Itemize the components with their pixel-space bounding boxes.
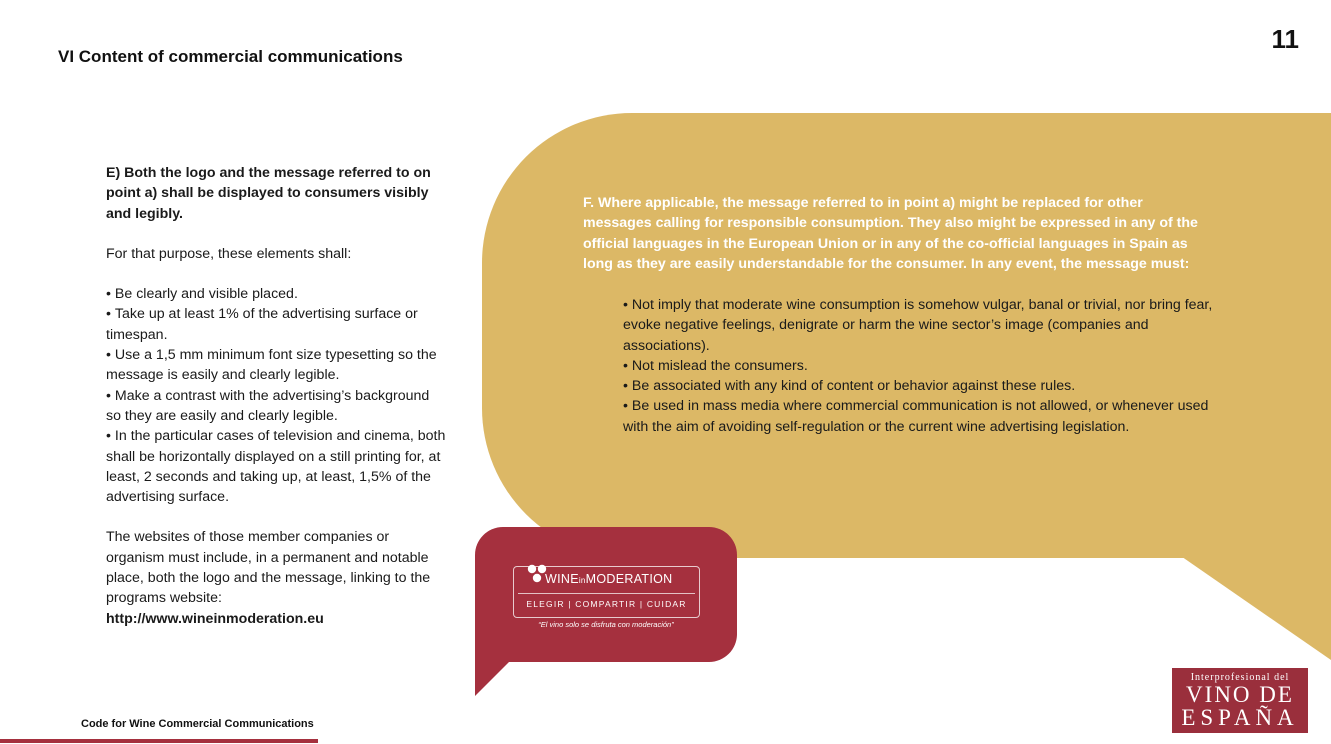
section-e-intro: For that purpose, these elements shall:: [106, 245, 352, 262]
list-item: • Not imply that moderate wine consumption is somehow vulgar, banal or trivial, nor bring fear, evoke negative feelings, denigrate or harm the wine sector’s image (companies and associations).: [623, 295, 1223, 356]
wine-in-moderation-logo: [513, 566, 700, 618]
section-e-bullet-list: [106, 284, 446, 507]
vino-de-espana-logo: [1172, 668, 1308, 733]
wim-logo-name: WINEinMODERATION: [545, 572, 673, 586]
vde-logo-line: VINO DE: [1186, 682, 1294, 707]
page-number: 11: [1271, 24, 1299, 54]
section-f-intro: F. Where applicable, the message referred to in point a) might be replaced for other messages calling for responsible consumption. They also might be expressed in any of the official languages in the European Union or in any of the co-official languages in Spain as long as they are easily understandable for the consumer. In any event, the message must:: [583, 195, 1198, 272]
list-item: • Be associated with any kind of content or behavior against these rules.: [623, 376, 1223, 396]
list-item: • Take up at least 1% of the advertising surface or timespan.: [106, 304, 446, 345]
list-item: • In the particular cases of television and cinema, both shall be horizontally displayed on a still printing for, at least, 2 seconds and taking up, at least, 1,5% of the advertising surface.: [106, 426, 446, 507]
program-website-link[interactable]: http://www.wineinmoderation.eu: [106, 610, 324, 627]
vde-logo-line: Interprofesional del: [1190, 672, 1290, 683]
section-title: VI Content of commercial communications: [58, 47, 403, 66]
vde-logo-line: ESPAÑA: [1181, 705, 1299, 730]
left-column: [106, 163, 446, 629]
wim-tagline: ELEGIR | COMPARTIR | CUIDAR: [526, 599, 687, 609]
list-item: • Be clearly and visible placed.: [106, 284, 446, 304]
speech-bubble-gold-tail: [1175, 552, 1331, 660]
list-item: • Not mislead the consumers.: [623, 356, 1223, 376]
footer-rule: [0, 739, 318, 743]
list-item: • Use a 1,5 mm minimum font size typesetting so the message is easily and clearly legible.: [106, 345, 446, 386]
wim-slogan: “El vino solo se disfruta con moderación”: [538, 620, 674, 629]
list-item: • Be used in mass media where commercial communication is not allowed, or whenever used with the aim of avoiding self-regulation or the current wine advertising legislation.: [623, 396, 1223, 437]
list-item: • Make a contrast with the advertising’s background so they are easily and clearly legible.: [106, 386, 446, 427]
section-e-heading: E) Both the logo and the message referred to on point a) shall be displayed to consumers visibly and legibly.: [106, 165, 431, 222]
wim-divider: [518, 593, 695, 594]
section-f-bullet-list: [623, 295, 1223, 437]
footer-title: Code for Wine Commercial Communications: [81, 718, 314, 730]
websites-paragraph: The websites of those member companies or organism must include, in a permanent and notable place, both the logo and the message, linking to the programs website:: [106, 529, 431, 607]
speech-bubble-red-tail: [475, 660, 511, 696]
